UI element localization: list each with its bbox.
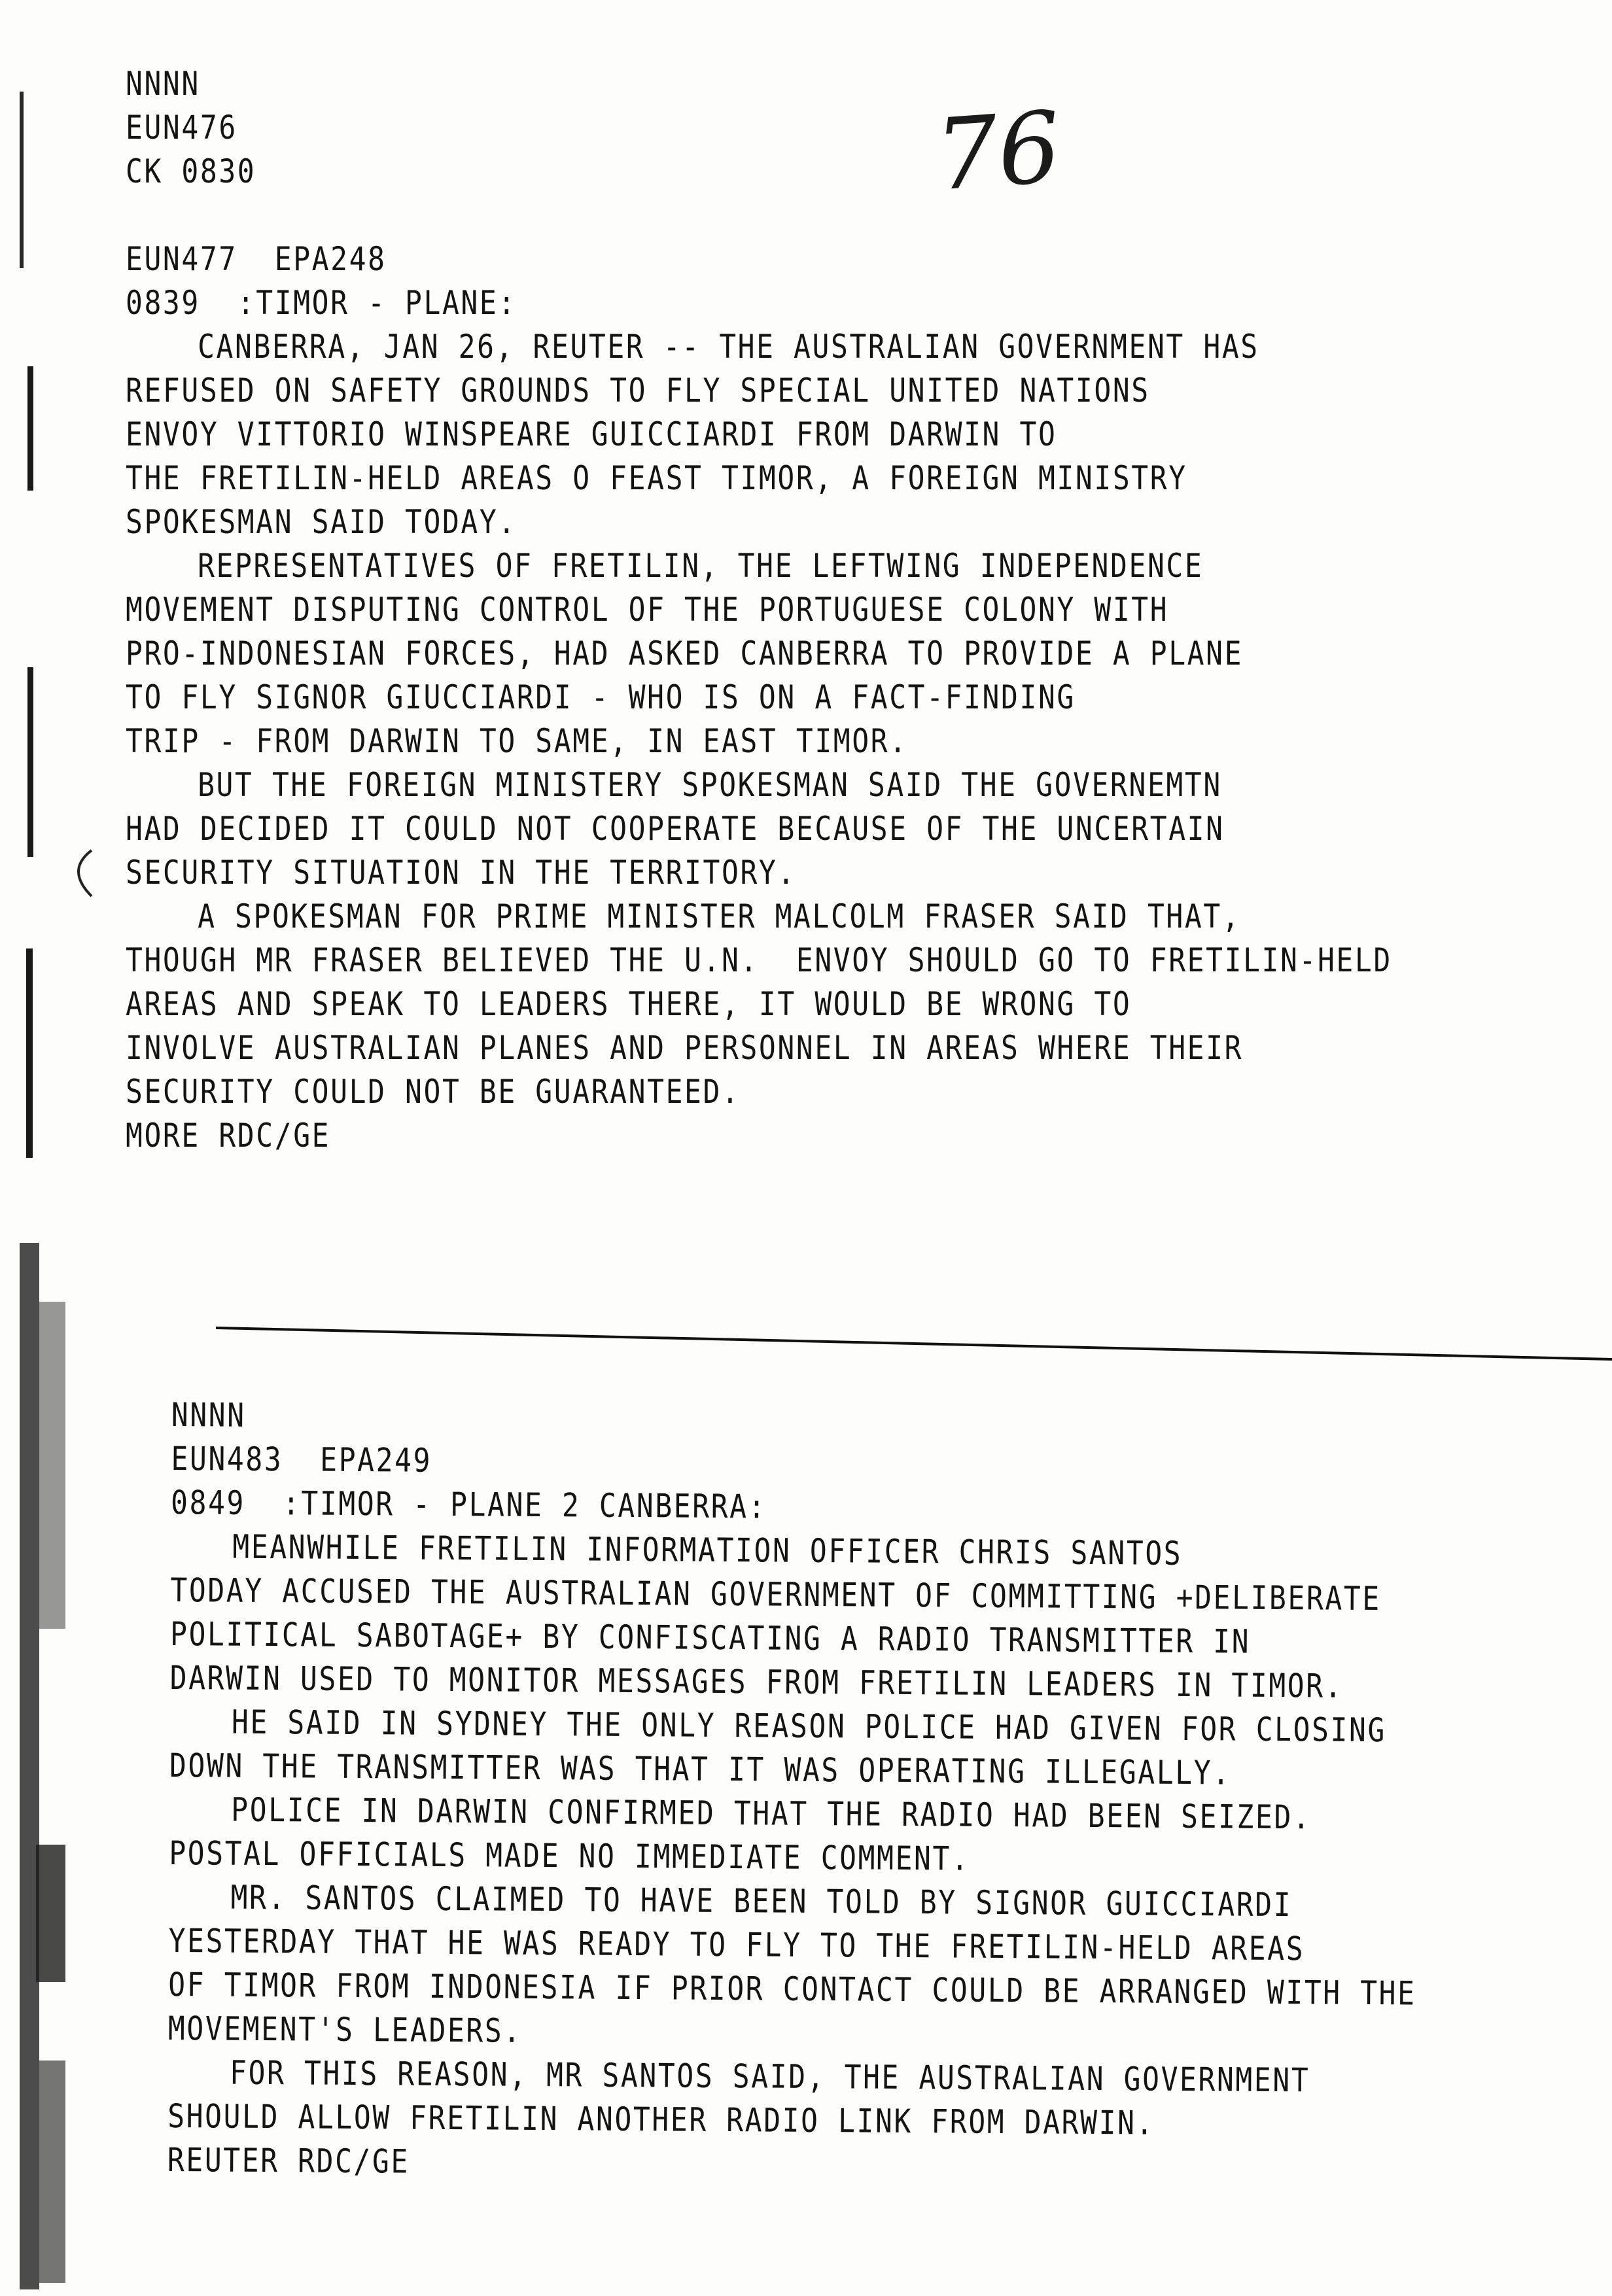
- second-dispatch: [167, 1393, 1420, 2191]
- text-line: FOR THIS REASON, MR SANTOS SAID, THE AUSTRALIAN GOVERNMENT: [229, 2053, 1310, 2100]
- text-line: AREAS AND SPEAK TO LEADERS THERE, IT WOULD BE WRONG TO: [126, 985, 1132, 1023]
- text-line: MOVEMENT'S LEADERS.: [167, 2009, 522, 2050]
- message-id-line: EUN477 EPA248: [126, 240, 387, 278]
- text-line: SECURITY SITUATION IN THE TERRITORY.: [126, 854, 796, 892]
- scan-mark: [79, 850, 92, 896]
- text-line: ENVOY VITTORIO WINSPEARE GUICCIARDI FROM DARWIN TO: [126, 415, 1057, 453]
- header-line: CK 0830: [126, 152, 256, 190]
- binding-mark: [26, 948, 33, 1158]
- slug-line: 0849 :TIMOR - PLANE 2 CANBERRA:: [170, 1483, 767, 1526]
- header-line: NNNN: [171, 1396, 246, 1435]
- text-line: SPOKESMAN SAID TODAY.: [126, 503, 517, 541]
- text-line: OF TIMOR FROM INDONESIA IF PRIOR CONTACT COULD BE ARRANGED WITH THE: [168, 1965, 1416, 2013]
- text-line: TO FLY SIGNOR GIUCCIARDI - WHO IS ON A FACT-FINDING: [126, 678, 1076, 716]
- text-line: SECURITY COULD NOT BE GUARANTEED.: [126, 1073, 741, 1111]
- binding-mark: [36, 1845, 65, 1982]
- spacer: [126, 194, 1392, 237]
- text-line: CANBERRA, JAN 26, REUTER -- THE AUSTRALIAN GOVERNMENT HAS: [198, 328, 1259, 366]
- binding-mark: [20, 1243, 39, 2289]
- text-line: POSTAL OFFICIALS MADE NO IMMEDIATE COMMENT.: [169, 1834, 970, 1878]
- text-line: REPRESENTATIVES OF FRETILIN, THE LEFTWING INDEPENDENCE: [198, 547, 1204, 585]
- header-line: EUN476: [126, 109, 237, 147]
- footer-line: MORE RDC/GE: [126, 1117, 331, 1155]
- slug-line: 0839 :TIMOR - PLANE:: [126, 284, 517, 322]
- binding-mark: [39, 2061, 65, 2283]
- handwritten-page-number: 76: [932, 90, 1064, 213]
- text-line: YESTERDAY THAT HE WAS READY TO FLY TO THE FRETILIN-HELD AREAS: [168, 1921, 1305, 1968]
- binding-mark: [20, 92, 24, 268]
- text-line: HE SAID IN SYDNEY THE ONLY REASON POLICE HAD GIVEN FOR CLOSING: [231, 1703, 1387, 1750]
- page-divider-line: [216, 1328, 1612, 1359]
- text-line: MOVEMENT DISPUTING CONTROL OF THE PORTUGUESE COLONY WITH: [126, 591, 1169, 629]
- footer-line: REUTER RDC/GE: [167, 2140, 410, 2181]
- message-id-line: EUN483 EPA249: [171, 1439, 432, 1480]
- text-line: DOWN THE TRANSMITTER WAS THAT IT WAS OPERATING ILLEGALLY.: [169, 1746, 1231, 1792]
- text-line: THE FRETILIN-HELD AREAS O FEAST TIMOR, A FOREIGN MINISTRY: [126, 459, 1187, 497]
- first-dispatch: [126, 62, 1392, 1158]
- text-line: MR. SANTOS CLAIMED TO HAVE BEEN TOLD BY SIGNOR GUICCIARDI: [230, 1878, 1293, 1924]
- text-line: THOUGH MR FRASER BELIEVED THE U.N. ENVOY SHOULD GO TO FRETILIN-HELD: [126, 941, 1392, 979]
- text-line: INVOLVE AUSTRALIAN PLANES AND PERSONNEL IN AREAS WHERE THEIR: [126, 1029, 1244, 1067]
- text-line: TODAY ACCUSED THE AUSTRALIAN GOVERNMENT OF COMMITTING +DELIBERATE: [170, 1571, 1381, 1618]
- text-line: REFUSED ON SAFETY GROUNDS TO FLY SPECIAL UNITED NATIONS: [126, 372, 1150, 409]
- text-line: MEANWHILE FRETILIN INFORMATION OFFICER CHRIS SANTOS: [232, 1527, 1183, 1573]
- text-line: POLITICAL SABOTAGE+ BY CONFISCATING A RADIO TRANSMITTER IN: [169, 1614, 1251, 1661]
- binding-mark: [39, 1302, 65, 1629]
- binding-mark: [27, 667, 33, 857]
- text-line: A SPOKESMAN FOR PRIME MINISTER MALCOLM FRASER SAID THAT,: [198, 897, 1241, 935]
- text-line: SHOULD ALLOW FRETILIN ANOTHER RADIO LINK FROM DARWIN.: [167, 2096, 1155, 2142]
- text-line: TRIP - FROM DARWIN TO SAME, IN EAST TIMOR.: [126, 722, 908, 760]
- binding-mark: [27, 366, 33, 491]
- header-line: NNNN: [126, 65, 200, 103]
- text-line: DARWIN USED TO MONITOR MESSAGES FROM FRETILIN LEADERS IN TIMOR.: [169, 1658, 1344, 1705]
- text-line: BUT THE FOREIGN MINISTERY SPOKESMAN SAID THE GOVERNEMTN: [198, 766, 1222, 804]
- text-line: POLICE IN DARWIN CONFIRMED THAT THE RADIO HAD BEEN SEIZED.: [231, 1790, 1312, 1837]
- text-line: PRO-INDONESIAN FORCES, HAD ASKED CANBERRA TO PROVIDE A PLANE: [126, 635, 1244, 672]
- text-line: HAD DECIDED IT COULD NOT COOPERATE BECAUSE OF THE UNCERTAIN: [126, 810, 1225, 848]
